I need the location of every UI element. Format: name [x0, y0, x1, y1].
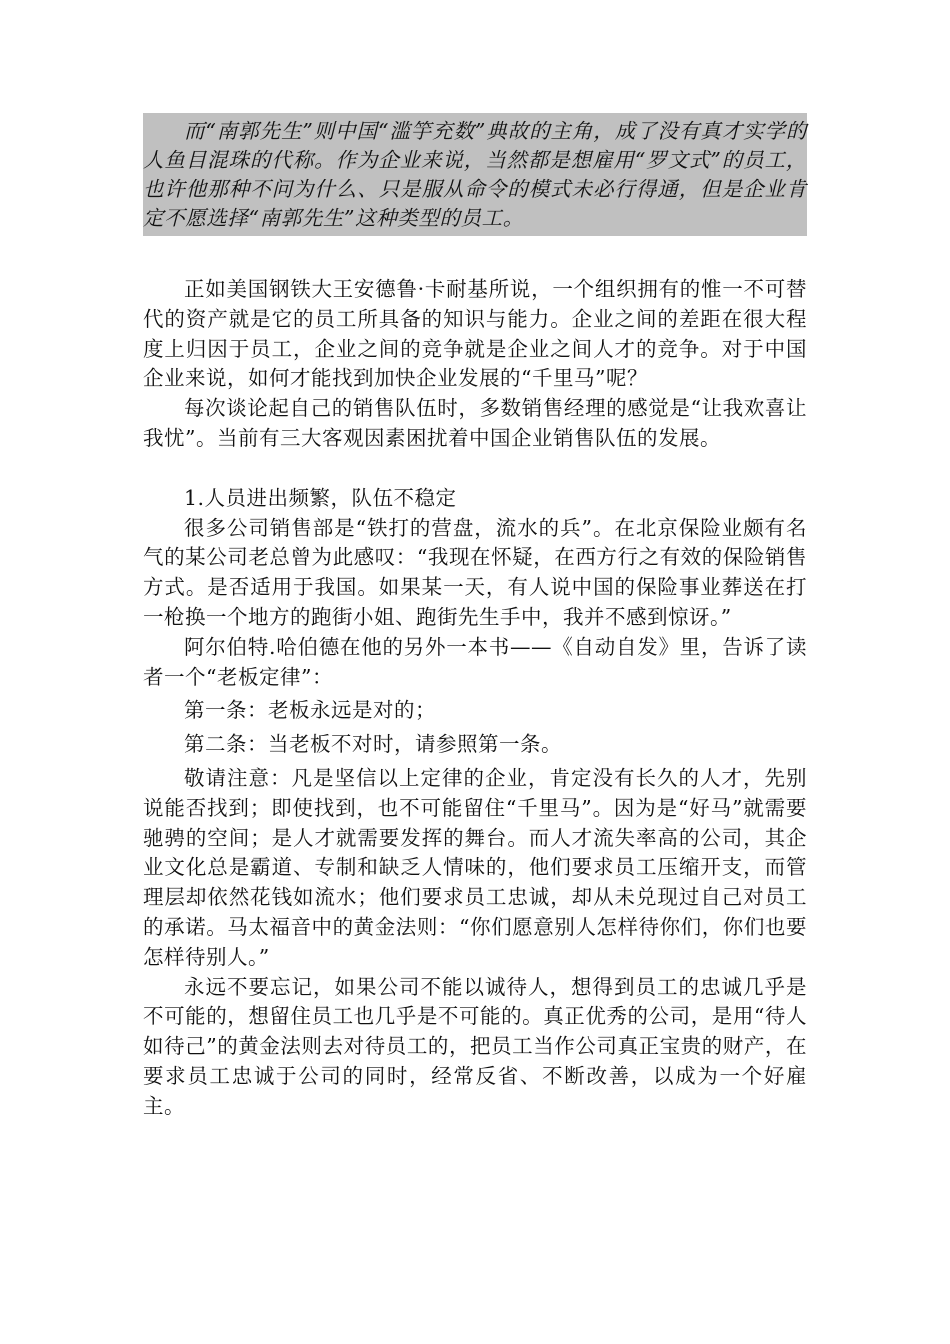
paragraph-carnegie-quote: 正如美国钢铁大王安德鲁·卡耐基所说，一个组织拥有的惟一不可替代的资产就是它的员工所具备的知识与能力。企业之间的差距在很大程度上归因于员工，企业之间的竞争就是企业之间人才的竞争。对于中国企业来说，如何才能找到加快企业发展的“千里马”呢？ [143, 277, 807, 391]
paragraph-insurance-example: 很多公司销售部是“铁打的营盘，流水的兵”。在北京保险业颇有名气的某公司老总曾为此感叹：“我现在怀疑，在西方行之有效的保险销售方式。是否适用于我国。如果某一天，有人说中国的保险事业葬送在打一枪换一个地方的跑街小姐、跑街先生手中，我并不感到惊讶。” [143, 515, 807, 629]
paragraph-sales-team: 每次谈论起自己的销售队伍时，多数销售经理的感觉是“让我欢喜让我忧”。当前有三大客观因素困扰着中国企业销售队伍的发展。 [143, 396, 807, 450]
boss-law-rule-2: 第二条：当老板不对时，请参照第一条。 [184, 732, 562, 757]
boss-law-rule-1: 第一条：老板永远是对的； [184, 698, 436, 723]
highlighted-paragraph-block [143, 113, 807, 236]
paragraph-boss-law-intro: 阿尔伯特.哈伯德在他的另外一本书——《自动自发》里，告诉了读者一个“老板定律”： [143, 634, 807, 689]
section-heading-staff-turnover: 1.人员进出频繁，队伍不稳定 [184, 485, 457, 510]
paragraph-talent-retention: 敬请注意：凡是坚信以上定律的企业，肯定没有长久的人才，先别说能否找到；即使找到，也不可能留住“千里马”。因为是“好马”就需要驰骋的空间；是人才就需要发挥的舞台。而人才流失率高的公司，其企业文化总是霸道、专制和缺乏人情味的，他们要求员工压缩开支，而管理层却依然花钱如流水；他们要求员工忠诚，却从未兑现过自己对员工的承诺。马太福音中的黄金法则：“你们愿意别人怎样待你们，你们也要怎样待别人。” [143, 765, 807, 969]
highlighted-paragraph: 而“南郭先生”则中国“滥竽充数”典故的主角，成了没有真才实学的人鱼目混珠的代称。作为企业来说，当然都是想雇用“罗文式”的员工，也许他那种不问为什么、只是服从命令的模式未必行得通，但是企业肯定不愿选择“南郭先生”这种类型的员工。 [143, 119, 807, 230]
body-text [143, 275, 807, 1122]
paragraph-golden-rule: 永远不要忘记，如果公司不能以诚待人，想得到员工的忠诚几乎是不可能的，想留住员工也几乎是不可能的。真正优秀的公司，是用“待人如待己”的黄金法则去对待员工的，把员工当作公司真正宝贵的财产，在要求员工忠诚于公司的同时，经常反省、不断改善，以成为一个好雇主。 [143, 974, 807, 1118]
